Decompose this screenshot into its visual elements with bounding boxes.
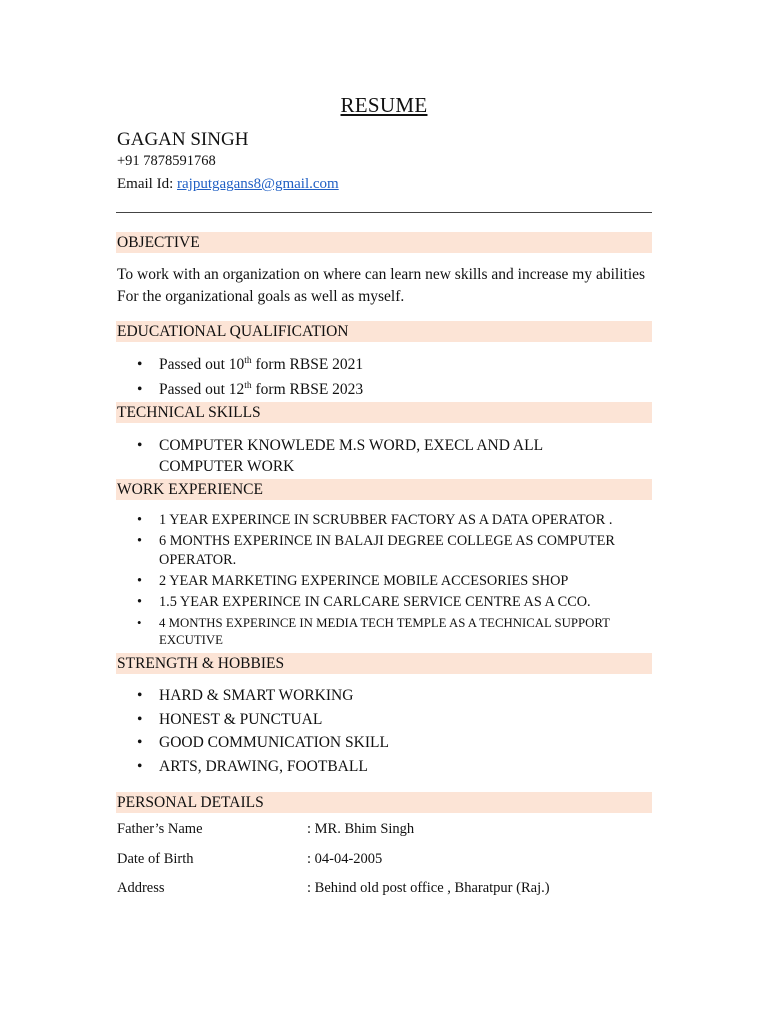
page-title: RESUME	[340, 93, 428, 117]
bullet: •	[137, 533, 143, 549]
list-item: • COMPUTER KNOWLEDE M.S WORD, EXECL AND ALL COMPUTER WORK	[137, 437, 543, 475]
list-item: • 2 YEAR MARKETING EXPERINCE MOBILE ACCESORIES SHOP	[137, 573, 569, 589]
email-line	[117, 176, 339, 193]
bullet: •	[137, 734, 143, 751]
row-label: Address	[117, 880, 165, 896]
strengths-list	[117, 685, 652, 777]
work-experience-list	[117, 511, 652, 648]
row-value: : MR. Bhim Singh	[307, 821, 415, 837]
section-heading-strength-hobbies: STRENGTH & HOBBIES	[116, 653, 652, 674]
email-label: Email Id:	[117, 176, 177, 192]
bullet: •	[137, 356, 143, 373]
section-heading-work-experience: WORK EXPERIENCE	[116, 479, 652, 500]
bullet: •	[137, 437, 143, 454]
list-item: • Passed out 12th form RBSE 2023	[137, 380, 364, 398]
bullet: •	[137, 573, 143, 589]
section-heading-technical-skills: TECHNICAL SKILLS	[116, 402, 652, 423]
section-heading-personal-details: PERSONAL DETAILS	[116, 792, 652, 813]
bullet: •	[137, 757, 143, 775]
list-item: • 4 MONTHS EXPERINCE IN MEDIA TECH TEMPLE AS A TECHNICAL SUPPORT EXCUTIVE	[137, 616, 610, 647]
section-heading-objective: OBJECTIVE	[116, 232, 652, 253]
list-item: • 1.5 YEAR EXPERINCE IN CARLCARE SERVICE CENTRE AS A CCO.	[137, 594, 591, 610]
phone-number: +91 7878591768	[117, 153, 216, 169]
technical-skills-list	[117, 435, 652, 477]
list-item: • HARD & SMART WORKING	[137, 687, 354, 704]
list-item: • Passed out 10th form RBSE 2021	[137, 355, 364, 373]
bullet: •	[137, 710, 143, 728]
list-item: • ARTS, DRAWING, FOOTBALL	[137, 757, 368, 775]
bullet: •	[137, 381, 143, 398]
row-value: : Behind old post office , Bharatpur (Raj.)	[307, 880, 550, 896]
education-list	[117, 354, 652, 400]
header-divider	[116, 212, 652, 213]
row-label: Father’s Name	[117, 821, 203, 837]
row-value: : 04-04-2005	[307, 851, 383, 867]
candidate-name: GAGAN SINGH	[117, 129, 249, 150]
bullet: •	[137, 687, 143, 704]
list-item: • 1 YEAR EXPERINCE IN SCRUBBER FACTORY AS A DATA OPERATOR .	[137, 512, 613, 528]
bullet: •	[137, 594, 143, 610]
objective-text: To work with an organization on where can learn new skills and increase my abilities For the organizational goals as well as myself.	[117, 266, 646, 305]
list-item: • HONEST & PUNCTUAL	[137, 710, 323, 728]
section-heading-education: EDUCATIONAL QUALIFICATION	[116, 321, 652, 342]
list-item: • GOOD COMMUNICATION SKILL	[137, 734, 389, 751]
bullet: •	[137, 512, 143, 528]
row-label: Date of Birth	[117, 851, 194, 867]
bullet: •	[137, 616, 142, 630]
email-link[interactable]: rajputgagans8@gmail.com	[177, 176, 339, 192]
list-item: • 6 MONTHS EXPERINCE IN BALAJI DEGREE COLLEGE AS COMPUTER OPERATOR.	[137, 533, 615, 568]
